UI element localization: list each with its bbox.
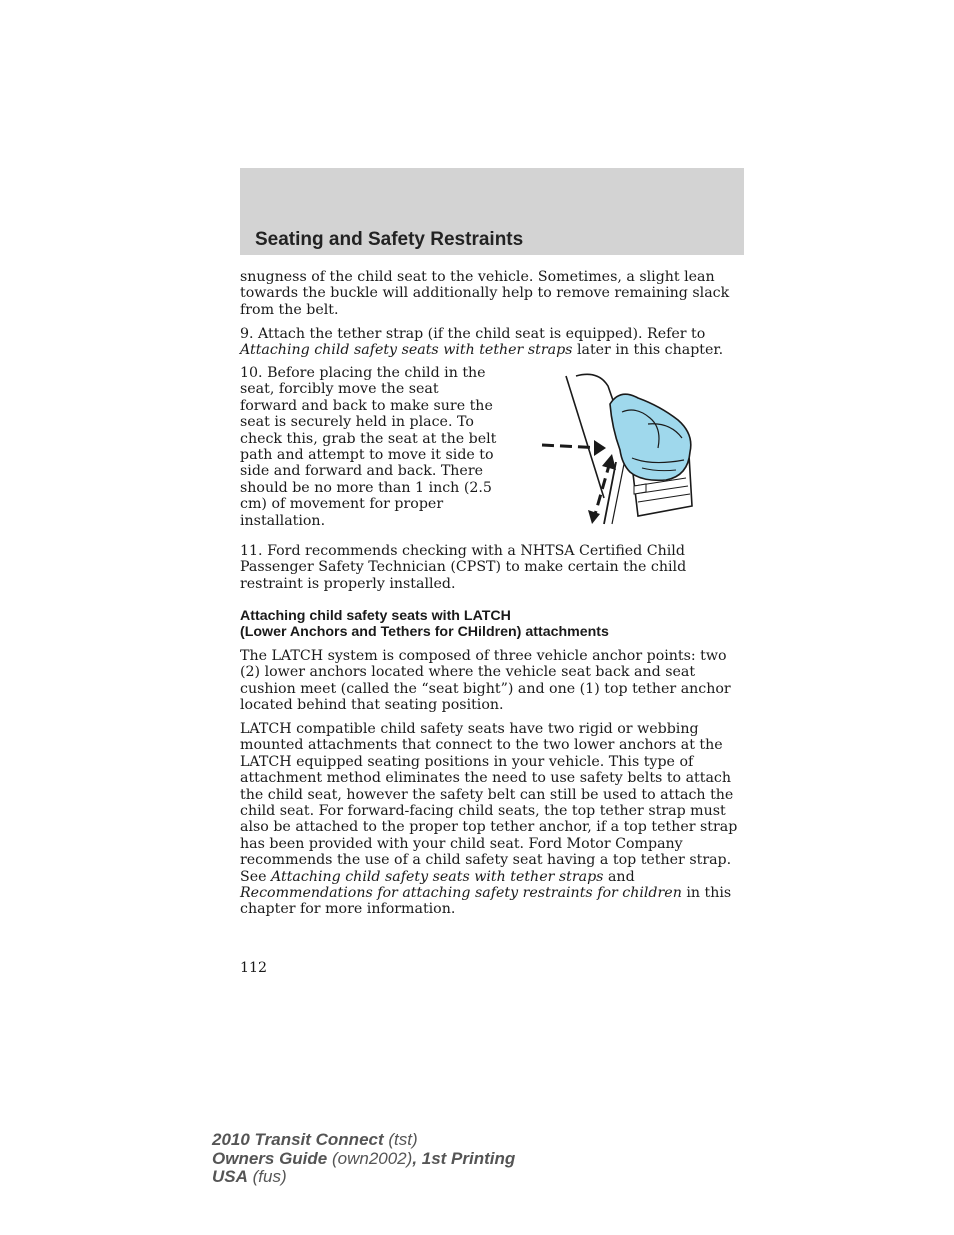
child-seat-illustration <box>538 368 698 532</box>
forward-back-arrow-head <box>594 440 606 456</box>
paragraph-latch-compatible <box>240 721 746 918</box>
footer-guide-code: (own2002) <box>327 1148 413 1168</box>
tether-straps-reference: Attaching child safety seats with tether straps <box>240 342 573 359</box>
child-seat-shell <box>610 394 691 480</box>
footer-model: 2010 Transit Connect <box>212 1130 384 1149</box>
paragraph-step-10: 10. Before placing the child in the seat, forcibly move the seat forward and back to make sure the seat is securely held in place. To check this, grab the seat at the belt path and attempt to move it side to side and forward and back. There should be no more than 1 inch (2.5 cm) of movement for proper installation. <box>240 365 497 529</box>
recommendations-reference: Recommendations for attaching safety restraints for children <box>240 885 682 902</box>
footer-model-line <box>212 1131 515 1150</box>
footer-printing: , 1st Printing <box>412 1148 516 1168</box>
footer-region: USA <box>212 1167 248 1186</box>
child-seat-figure <box>538 368 698 528</box>
paragraph-snugness: snugness of the child seat to the vehicle. Sometimes, a slight lean towards the buckle will additionally help to remove remaining slack from the belt. <box>240 269 730 318</box>
latch-compatible-end: in this chapter for more information. <box>240 885 732 918</box>
page-number: 112 <box>240 960 268 976</box>
footer-guide-line <box>212 1150 515 1169</box>
paragraph-step-11: 11. Ford recommends checking with a NHTSA Certified Child Passenger Safety Technician (CPST) to make certain the child restraint is properly installed. <box>240 543 687 592</box>
tether-straps-reference-2: Attaching child safety seats with tether straps <box>271 868 604 885</box>
paragraph-step-9 <box>240 326 746 359</box>
step-9-text: 9. Attach the tether strap (if the child seat is equipped). Refer to <box>240 326 706 342</box>
footer-guide: Owners Guide <box>212 1148 328 1168</box>
footer-region-code: (fus) <box>247 1167 287 1186</box>
paragraph-latch-system: The LATCH system is composed of three vehicle anchor points: two (2) lower anchors located where the vehicle seat back and seat cushion meet (called the “seat bight”) and one (1) top tether anchor located behind that seating position. <box>240 648 731 714</box>
section-header-band <box>240 168 744 255</box>
step-9-suffix: later in this chapter. <box>572 342 724 359</box>
latch-subheading-line-2: (Lower Anchors and Tethers for CHildren) attachments <box>240 624 609 640</box>
footer-model-code: (tst) <box>383 1130 418 1149</box>
latch-subheading <box>240 608 746 640</box>
footer-region-line <box>212 1168 515 1187</box>
side-to-side-arrow-head-bottom <box>588 510 600 524</box>
section-title: Seating and Safety Restraints <box>255 229 524 250</box>
latch-compatible-text: LATCH compatible child safety seats have two rigid or webbing mounted attachments that connect to the two lower anchors at the LATCH equipped seating positions in your vehicle. This type of attachment method eliminates the need to use safety belts to attach the child seat, however the safety belt can still be used to attach the child seat. For forward-facing child seats, the top tether strap must also be attached to the proper top tether anchor, if a top tether strap has been provided with your child seat. Ford Motor Company recommends the use of a child safety seat having a top tether strap. See <box>240 721 738 885</box>
vehicle-seat-back <box>566 376 604 498</box>
and-text: and <box>603 868 635 885</box>
footer-document-info <box>212 1131 515 1187</box>
side-to-side-arrow-head-top <box>602 454 616 470</box>
latch-subheading-line-1: Attaching child safety seats with LATCH <box>240 608 511 624</box>
